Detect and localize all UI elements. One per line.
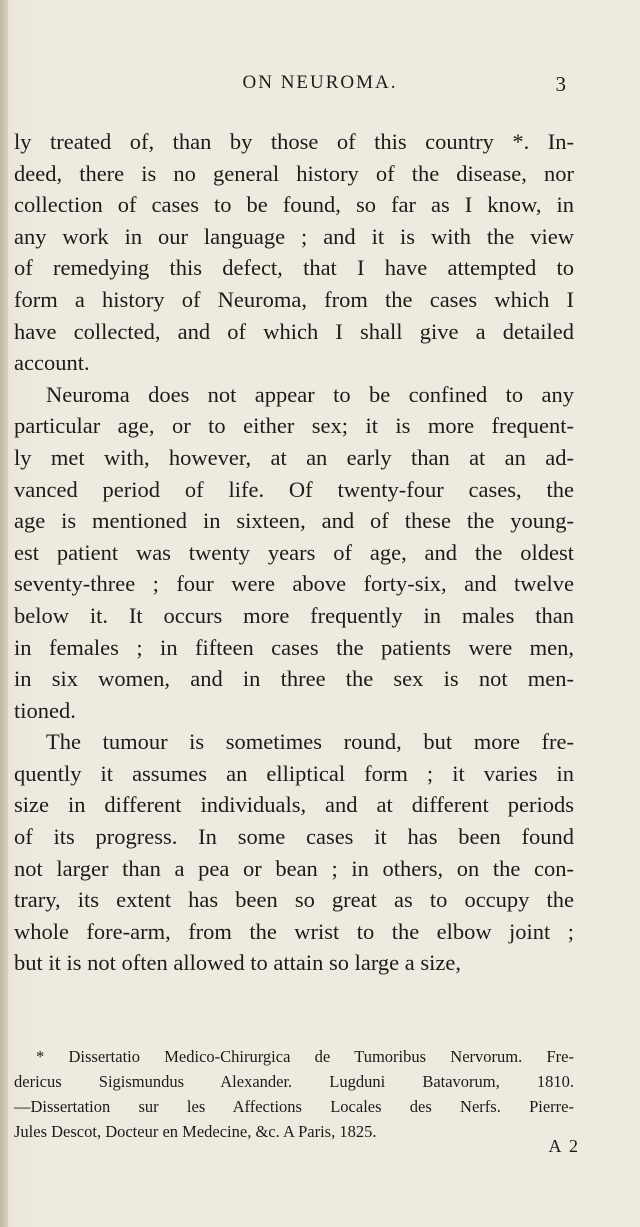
page-number: 3 [555,72,566,96]
page-header [0,72,640,102]
text-line: in six women, and in three the sex is not men- [14,666,574,692]
text-line: whole fore-arm, from the wrist to the elbow joint ; [14,918,574,944]
body-text [14,126,574,979]
text-line: vanced period of life. Of twenty-four cases, the [14,476,574,502]
text-line: deed, there is no general history of the disease, nor [14,160,574,186]
text-line: tioned. [14,697,76,723]
text-line: any work in our language ; and it is with the view [14,223,574,249]
footnote-line: * Dissertatio Medico-Chirurgica de Tumoribus Nervorum. Fre- [36,1047,574,1066]
text-line: account. [14,350,90,376]
running-head: ON NEUROMA. [242,72,398,93]
text-line: trary, its extent has been so great as to occupy the [14,887,574,913]
text-line: form a history of Neuroma, from the cases which I [14,286,574,312]
text-line: in females ; in fifteen cases the patients were men, [14,634,574,660]
text-line: not larger than a pea or bean ; in others, on the con- [14,855,574,881]
footnote-line: —Dissertation sur les Affections Locales des Nerfs. Pierre- [14,1097,574,1116]
text-line: ly met with, however, at an early than at an ad- [14,444,574,470]
text-line: but it is not often allowed to attain so large a size, [14,950,461,976]
paragraph-start-line: The tumour is sometimes round, but more fre- [46,729,574,755]
text-line: est patient was twenty years of age, and the oldest [14,539,574,565]
text-line: of remedying this defect, that I have attempted to [14,255,574,281]
footnote-line: dericus Sigismundus Alexander. Lugduni Batavorum, 1810. [14,1072,574,1091]
text-line: have collected, and of which I shall give a detailed [14,318,574,344]
paragraph-start-line: Neuroma does not appear to be confined to any [46,381,574,407]
text-line: particular age, or to either sex; it is more frequent- [14,413,574,439]
text-line: age is mentioned in sixteen, and of these the young- [14,508,574,534]
text-line: below it. It occurs more frequently in males than [14,602,574,628]
footnote [14,1044,574,1144]
text-line: of its progress. In some cases it has been found [14,824,574,850]
text-line: size in different individuals, and at different periods [14,792,574,818]
signature-mark: A 2 [548,1136,580,1156]
text-line: seventy-three ; four were above forty-six, and twelve [14,571,574,597]
text-line: ly treated of, than by those of this country *. In- [14,129,574,154]
text-line: collection of cases to be found, so far as I know, in [14,192,574,218]
text-line: quently it assumes an elliptical form ; it varies in [14,760,574,786]
footnote-line: Jules Descot, Docteur en Medecine, &c. A Paris, 1825. [14,1122,377,1141]
binding-edge [0,0,8,1227]
